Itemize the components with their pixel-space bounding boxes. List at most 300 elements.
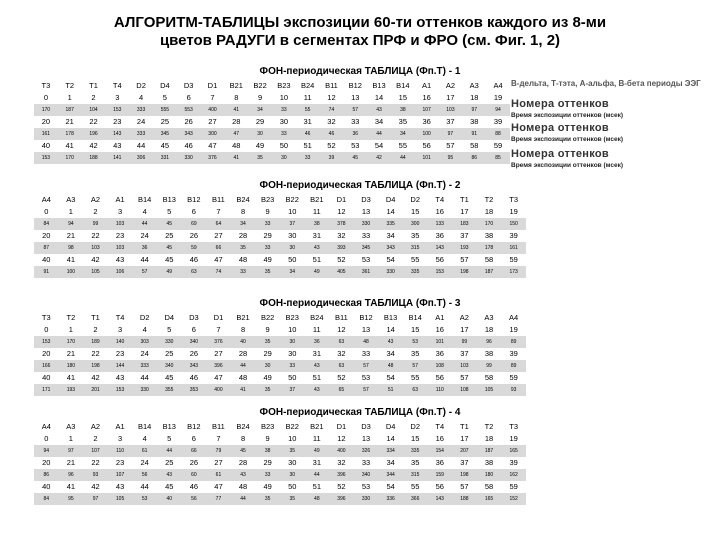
table-cell: 33 [296, 152, 320, 164]
table-cell: 143 [105, 128, 129, 140]
table-cell: А1 [115, 195, 125, 204]
table-cell: 36 [343, 128, 367, 140]
table-cell: 27 [214, 349, 223, 358]
table-1 [34, 80, 510, 164]
table-cell: 376 [201, 152, 225, 164]
table-cell: 79 [206, 445, 231, 457]
table-cell: 43 [305, 242, 330, 254]
table-cell: 366 [403, 493, 428, 505]
table-cell: 0 [44, 434, 49, 443]
shade-number-row [34, 254, 526, 266]
table-cell: 22 [91, 231, 100, 240]
table-cell: 36 [132, 242, 157, 254]
table-cell: Т3 [509, 422, 519, 431]
table-cell: 45 [157, 242, 182, 254]
table-cell: 47 [224, 128, 248, 140]
table-cell: 37 [460, 349, 469, 358]
table-cell: 31 [312, 231, 321, 240]
shade-number-row [34, 481, 526, 493]
table-cell: 53 [132, 493, 157, 505]
table-cell: 30 [288, 458, 297, 467]
table-cell: 15 [411, 207, 420, 216]
table-cell: 340 [182, 336, 207, 348]
table-cell: В23 [285, 313, 299, 322]
table-cell: 300 [201, 128, 225, 140]
table-2 [34, 194, 526, 278]
table-cell: 48 [354, 336, 379, 348]
table-cell: 30 [279, 117, 289, 126]
table-cell: Т3 [41, 81, 51, 90]
table-cell: 94 [486, 104, 510, 116]
table-cell: В11 [212, 422, 225, 431]
table-cell: 33 [361, 349, 371, 358]
table-cell: 104 [82, 104, 106, 116]
table-cell: 97 [462, 104, 486, 116]
table-cell: 35 [280, 493, 305, 505]
table-cell: 42 [89, 141, 98, 150]
table-cell: 326 [354, 445, 379, 457]
table-cell: 66 [206, 242, 231, 254]
table-cell: 93 [83, 469, 108, 481]
table-cell: 89 [501, 336, 526, 348]
table-cell: 28 [232, 117, 241, 126]
shade-number-row [34, 457, 526, 469]
table-cell: Т4 [112, 81, 122, 90]
table-cell: 33 [255, 242, 280, 254]
table-cell: 13 [351, 93, 360, 102]
table-cell: 15 [398, 93, 408, 102]
table-cell: 16 [435, 434, 444, 443]
table-cell: 46 [184, 141, 193, 150]
table-cell: 34 [391, 128, 415, 140]
header-row [34, 194, 526, 206]
table-cell: 65 [329, 384, 354, 396]
table-cell: 193 [59, 384, 84, 396]
table-cell: 44 [231, 360, 256, 372]
table-cell: 193 [452, 242, 477, 254]
table-cell: 21 [66, 231, 76, 240]
table-cell: 48 [238, 255, 248, 264]
table-cell: 34 [386, 349, 395, 358]
table-cell: 48 [232, 141, 241, 150]
table-cell: 27 [214, 458, 223, 467]
table-cell: 38 [391, 104, 415, 116]
legend-exposure-time-1: Время экспозиции оттенков (мсек) [511, 112, 623, 119]
table-cell: 56 [422, 141, 431, 150]
table-cell: 13 [361, 207, 371, 216]
table-cell: 14 [386, 434, 395, 443]
table-cell: 34 [386, 458, 395, 467]
table-cell: 14 [386, 207, 395, 216]
table-cell: 3 [117, 434, 123, 443]
table-cell: 53 [361, 482, 371, 491]
table-cell: 6 [186, 93, 191, 102]
table-cell: 22 [89, 117, 98, 126]
table-cell: 54 [386, 482, 395, 491]
table-cell: 50 [288, 482, 297, 491]
table-cell: 345 [354, 242, 379, 254]
table-cell: 29 [263, 458, 272, 467]
table-cell: 25 [165, 231, 174, 240]
exposure-row [34, 242, 526, 254]
table-cell: D1 [207, 81, 218, 90]
table-cell: 56 [435, 255, 444, 264]
shade-number-row [34, 230, 526, 242]
table-cell: 20 [42, 458, 51, 467]
table-cell: 36 [435, 231, 444, 240]
table-cell: 378 [329, 218, 354, 230]
exposure-row [34, 445, 526, 457]
table-cell: 143 [428, 493, 453, 505]
table-cell: 58 [484, 482, 494, 491]
index-row [34, 324, 526, 336]
table-cell: 43 [231, 469, 256, 481]
table-cell: 405 [329, 266, 354, 278]
table-cell: 340 [157, 360, 182, 372]
table-cell: 11 [303, 93, 312, 102]
table-cell: А3 [66, 195, 76, 204]
table-cell: 85 [486, 152, 510, 164]
table-cell: 43 [378, 336, 403, 348]
table-cell: 42 [367, 152, 391, 164]
table-cell: 198 [452, 266, 477, 278]
table-cell: 13 [361, 325, 371, 334]
table-cell: 110 [428, 384, 453, 396]
table-cell: А2 [90, 422, 101, 431]
table-cell: 59 [493, 141, 503, 150]
table-cell: 40 [157, 493, 182, 505]
table-cell: А1 [115, 422, 125, 431]
table-cell: 35 [411, 231, 420, 240]
table-cell: 99 [477, 360, 502, 372]
table-cell: 331 [153, 152, 177, 164]
table-cell: Т2 [484, 422, 494, 431]
table-cell: 3 [117, 325, 123, 334]
table-cell: D4 [385, 195, 396, 204]
table-cell: 37 [460, 231, 469, 240]
table-cell: 24 [136, 117, 146, 126]
table-cell: 335 [403, 445, 428, 457]
table-cell: 400 [206, 384, 231, 396]
table-cell: 58 [484, 255, 494, 264]
table-cell: 96 [477, 336, 502, 348]
table-cell: 49 [263, 482, 272, 491]
table-cell: В13 [383, 313, 398, 322]
table-cell: 40 [42, 255, 51, 264]
table-cell: 10 [288, 434, 297, 443]
table-cell: 19 [493, 93, 503, 102]
table-cell: 44 [136, 141, 146, 150]
table-cell: 170 [59, 336, 84, 348]
table-cell: 41 [224, 104, 248, 116]
table-cell: 144 [108, 360, 133, 372]
table-cell: 0 [43, 93, 48, 102]
table-cell: 43 [115, 255, 125, 264]
table-cell: Т1 [460, 195, 469, 204]
table-cell: 20 [41, 117, 51, 126]
table-cell: 22 [91, 349, 100, 358]
table-cell: 47 [214, 255, 223, 264]
table-cell: 32 [337, 458, 346, 467]
table-cell: 35 [280, 445, 305, 457]
table-cell: 400 [201, 104, 225, 116]
table-cell: 26 [189, 231, 199, 240]
header-row [34, 421, 526, 433]
table-cell: 45 [160, 141, 170, 150]
table-cell: 6 [191, 207, 196, 216]
table-cell: В11 [335, 313, 348, 322]
legend-eeg-periods: В-дельта, Т-тэта, А-альфа, В-бета периоды ЭЭГ [511, 79, 701, 88]
table-cell: 54 [386, 255, 395, 264]
table-cell: 54 [386, 373, 395, 382]
exposure-row [34, 152, 510, 164]
table-cell: 43 [113, 141, 122, 150]
table-cell: 95 [439, 152, 463, 164]
table-cell: 39 [509, 349, 518, 358]
table-cell: В24 [236, 422, 250, 431]
table-cell: 6 [191, 325, 196, 334]
table-cell: 396 [329, 493, 354, 505]
table-cell: 183 [452, 218, 477, 230]
table-cell: 31 [312, 458, 321, 467]
exposure-row [34, 384, 526, 396]
table-cell: 43 [305, 360, 330, 372]
index-row [34, 433, 526, 445]
legend-exposure-time-3: Время экспозиции оттенков (мсек) [511, 162, 623, 169]
table-cell: 27 [214, 231, 223, 240]
table-cell: 107 [83, 445, 108, 457]
table-cell: 188 [82, 152, 106, 164]
table-cell: 59 [509, 373, 518, 382]
table-cell: 45 [343, 152, 367, 164]
table-cell: 91 [34, 266, 59, 278]
table-cell: 56 [132, 469, 157, 481]
table-cell: А4 [509, 313, 519, 322]
exposure-row [34, 128, 510, 140]
table-cell: 2 [93, 207, 98, 216]
table-cell: 188 [452, 493, 477, 505]
table-cell: 38 [484, 349, 494, 358]
table-cell: 16 [435, 207, 444, 216]
table-cell: 344 [378, 469, 403, 481]
table-cell: Т2 [65, 81, 75, 90]
shade-number-row [34, 116, 510, 128]
table-cell: 103 [108, 242, 133, 254]
table-cell: В24 [300, 81, 315, 90]
table-cell: 32 [327, 117, 336, 126]
table-cell: 47 [208, 141, 217, 150]
table-cell: 1 [68, 325, 73, 334]
table-cell: 107 [415, 104, 439, 116]
table-cell: 32 [337, 231, 346, 240]
table-cell: 361 [354, 266, 379, 278]
table-cell: 101 [428, 336, 453, 348]
table-cell: 16 [422, 93, 431, 102]
table-cell: 333 [129, 128, 153, 140]
table-cell: 333 [132, 360, 157, 372]
table-cell: 23 [115, 231, 125, 240]
table-cell: 315 [403, 469, 428, 481]
table-4-title: ФОН-периодическая ТАБЛИЦА (Фп.Т) - 4 [259, 407, 461, 418]
table-cell: 18 [484, 434, 494, 443]
table-cell: 57 [132, 266, 157, 278]
table-cell: 41 [224, 152, 248, 164]
table-cell: 207 [452, 445, 477, 457]
index-row [34, 92, 510, 104]
table-cell: 303 [132, 336, 157, 348]
table-cell: 48 [378, 360, 403, 372]
table-cell: 396 [206, 360, 231, 372]
table-cell: 23 [115, 349, 125, 358]
table-cell: 3 [117, 207, 123, 216]
table-cell: 143 [428, 242, 453, 254]
table-cell: 10 [279, 93, 289, 102]
table-cell: 99 [83, 218, 108, 230]
legend-shade-numbers-1: Номера оттенков [511, 98, 609, 110]
table-cell: 84 [34, 493, 59, 505]
table-cell: 97 [439, 128, 463, 140]
table-cell: 58 [484, 373, 494, 382]
table-cell: 87 [34, 242, 59, 254]
table-cell: 7 [210, 93, 215, 102]
table-cell: 18 [484, 325, 494, 334]
table-cell: D3 [183, 81, 194, 90]
table-cell: Т4 [435, 422, 445, 431]
table-cell: В12 [187, 195, 201, 204]
table-cell: 29 [263, 349, 272, 358]
table-cell: 12 [327, 93, 336, 102]
table-cell: А3 [66, 422, 76, 431]
table-cell: 59 [182, 242, 207, 254]
table-cell: 555 [153, 104, 177, 116]
table-cell: 153 [105, 104, 129, 116]
table-cell: 37 [280, 384, 305, 396]
table-cell: 46 [296, 128, 320, 140]
table-cell: 23 [115, 458, 125, 467]
table-cell: 25 [160, 117, 170, 126]
table-cell: 60 [182, 469, 207, 481]
table-cell: 33 [272, 104, 296, 116]
table-cell: 30 [248, 128, 272, 140]
table-cell: 56 [435, 482, 444, 491]
table-cell: 48 [238, 482, 248, 491]
table-cell: В23 [277, 81, 291, 90]
table-cell: 140 [108, 336, 133, 348]
table-cell: D4 [385, 422, 396, 431]
table-cell: 51 [303, 141, 312, 150]
header-row [34, 312, 526, 324]
table-cell: А3 [469, 81, 479, 90]
table-cell: 40 [42, 373, 51, 382]
table-cell: 10 [288, 325, 297, 334]
table-cell: 103 [439, 104, 463, 116]
table-cell: 53 [403, 336, 428, 348]
table-cell: 38 [484, 231, 494, 240]
page-title-line2: цветов РАДУГИ в сегментах ПРФ и ФРО (см. Фиг. 1, 2) [159, 32, 561, 49]
table-cell: 4 [142, 434, 147, 443]
table-cell: D1 [336, 195, 347, 204]
table-cell: 98 [59, 242, 84, 254]
table-cell: В14 [396, 81, 410, 90]
legend-shade-numbers-2: Номера оттенков [511, 122, 609, 134]
table-cell: В22 [260, 313, 275, 322]
table-cell: 94 [34, 445, 59, 457]
table-cell: В11 [325, 81, 338, 90]
table-cell: 36 [435, 458, 444, 467]
table-cell: 35 [231, 242, 256, 254]
table-cell: 19 [509, 325, 518, 334]
table-cell: 46 [320, 128, 344, 140]
table-cell: 1 [68, 207, 73, 216]
table-cell: 2 [91, 93, 96, 102]
table-cell: 59 [509, 482, 518, 491]
table-cell: 330 [177, 152, 201, 164]
table-cell: D3 [361, 195, 371, 204]
table-cell: 25 [165, 458, 174, 467]
table-cell: 88 [486, 128, 510, 140]
table-cell: 178 [477, 242, 502, 254]
table-cell: 7 [216, 207, 221, 216]
table-cell: 38 [255, 445, 280, 457]
table-cell: 43 [115, 373, 125, 382]
table-cell: 43 [157, 469, 182, 481]
table-cell: 44 [391, 152, 415, 164]
table-cell: 33 [361, 231, 371, 240]
table-cell: 353 [182, 384, 207, 396]
table-cell: 330 [132, 384, 157, 396]
table-cell: 41 [65, 141, 74, 150]
table-cell: 44 [132, 218, 157, 230]
table-cell: 343 [378, 242, 403, 254]
table-cell: 24 [140, 458, 149, 467]
table-cell: А4 [41, 422, 51, 431]
table-cell: 355 [157, 384, 182, 396]
table-cell: 57 [460, 255, 469, 264]
table-cell: 39 [509, 458, 518, 467]
table-cell: 34 [231, 218, 256, 230]
table-cell: 553 [177, 104, 201, 116]
table-cell: 105 [83, 266, 108, 278]
table-cell: 33 [351, 117, 360, 126]
table-cell: 51 [312, 255, 321, 264]
table-cell: В14 [137, 195, 152, 204]
table-cell: В12 [359, 313, 373, 322]
table-cell: В21 [236, 313, 250, 322]
table-cell: 33 [255, 469, 280, 481]
table-cell: 180 [477, 469, 502, 481]
table-cell: D2 [139, 313, 150, 322]
table-cell: 189 [83, 336, 108, 348]
table-cell: 35 [255, 384, 280, 396]
table-cell: 17 [460, 325, 469, 334]
table-cell: 40 [42, 482, 51, 491]
table-cell: 96 [59, 469, 84, 481]
table-cell: 17 [460, 207, 469, 216]
table-cell: 97 [83, 493, 108, 505]
table-cell: 45 [165, 255, 174, 264]
table-cell: 89 [501, 360, 526, 372]
table-cell: 61 [132, 445, 157, 457]
table-cell: 400 [329, 445, 354, 457]
table-cell: 26 [184, 117, 193, 126]
table-cell: 47 [214, 373, 223, 382]
table-cell: 106 [108, 266, 133, 278]
table-cell: 33 [255, 218, 280, 230]
table-cell: 5 [167, 207, 172, 216]
table-cell: 103 [83, 242, 108, 254]
table-cell: 44 [140, 373, 149, 382]
legend-shade-numbers-3: Номера оттенков [511, 148, 609, 160]
